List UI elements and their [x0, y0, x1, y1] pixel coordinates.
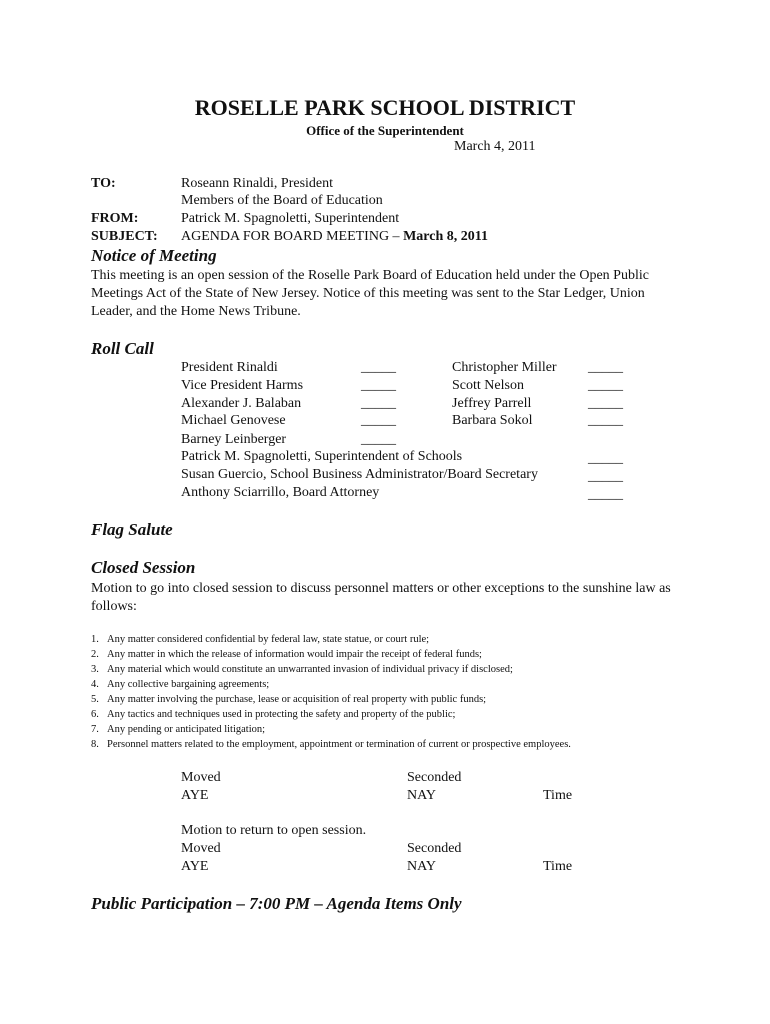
- to-line-2: Members of the Board of Education: [181, 193, 383, 208]
- attendance-blank: _____: [588, 396, 623, 411]
- closed-session-motion: Motion to go into closed session to discuss personnel matters or other exceptions to the sunshine law as follows:: [91, 581, 671, 614]
- public-participation-heading: Public Participation – 7:00 PM – Agenda Items Only: [91, 894, 462, 913]
- attendance-blank: _____: [588, 487, 623, 502]
- roll-call-staff: Susan Guercio, School Business Administrator/Board Secretary: [181, 467, 538, 482]
- list-item: 6. Any tactics and techniques used in protecting the safety and property of the public;: [91, 709, 456, 720]
- roll-call-member: Scott Nelson: [452, 378, 524, 393]
- seconded-label: Seconded: [407, 841, 462, 856]
- list-item: 5. Any matter involving the purchase, lease or acquisition of real property with public funds;: [91, 694, 487, 705]
- list-item: 7. Any pending or anticipated litigation;: [91, 724, 266, 735]
- roll-call-member: Christopher Miller: [452, 360, 557, 375]
- time-label: Time: [543, 788, 573, 803]
- to-line-1: Roseann Rinaldi, President: [181, 176, 334, 191]
- list-item: 1. Any matter considered confidential by federal law, state statue, or court rule;: [91, 634, 430, 645]
- nay-label: NAY: [407, 788, 437, 803]
- attendance-blank: _____: [361, 360, 396, 375]
- closed-session-heading: Closed Session: [91, 558, 196, 577]
- moved-label: Moved: [181, 841, 221, 856]
- from-label: FROM:: [91, 211, 139, 226]
- roll-call-heading: Roll Call: [91, 339, 154, 358]
- roll-call-member: Vice President Harms: [181, 378, 304, 393]
- roll-call-staff: Patrick M. Spagnoletti, Superintendent of Schools: [181, 449, 463, 464]
- roll-call-staff: Anthony Sciarrillo, Board Attorney: [181, 485, 380, 500]
- to-label: TO:: [91, 176, 116, 191]
- subject-date: March 8, 2011: [403, 229, 488, 244]
- roll-call-member: President Rinaldi: [181, 360, 278, 375]
- subject-label: SUBJECT:: [91, 229, 158, 244]
- flag-salute-heading: Flag Salute: [91, 520, 173, 539]
- attendance-blank: _____: [361, 378, 396, 393]
- attendance-blank: _____: [361, 432, 396, 447]
- roll-call-member: Jeffrey Parrell: [452, 396, 532, 411]
- list-item: 2. Any matter in which the release of information would impair the receipt of federal funds;: [91, 649, 482, 660]
- aye-label: AYE: [181, 859, 209, 874]
- aye-label: AYE: [181, 788, 209, 803]
- return-motion: Motion to return to open session.: [181, 823, 367, 838]
- subject-line: [181, 229, 488, 245]
- notice-heading: Notice of Meeting: [91, 246, 217, 265]
- roll-call-member: Michael Genovese: [181, 413, 286, 428]
- memo-date: March 4, 2011: [454, 139, 536, 154]
- roll-call-member: Alexander J. Balaban: [181, 396, 302, 411]
- attendance-blank: _____: [588, 360, 623, 375]
- from-value: Patrick M. Spagnoletti, Superintendent: [181, 211, 400, 226]
- exceptions-list: [91, 632, 571, 752]
- attendance-blank: _____: [588, 413, 623, 428]
- nay-label: NAY: [407, 859, 437, 874]
- district-title: ROSELLE PARK SCHOOL DISTRICT: [194, 95, 576, 120]
- subject-value: AGENDA FOR BOARD MEETING –: [181, 229, 400, 244]
- roll-call-member: Barney Leinberger: [181, 432, 287, 447]
- notice-text: This meeting is an open session of the Roselle Park Board of Education held under the Open Public Meetings Act of the State of New Jersey. Notice of this meeting was sent to the Star Ledger, Union Leader, and the Home News Tribune.: [91, 268, 649, 319]
- attendance-blank: _____: [588, 469, 623, 484]
- attendance-blank: _____: [588, 378, 623, 393]
- list-item: 8. Personnel matters related to the employment, appointment or termination of current or prospective employees.: [91, 739, 571, 750]
- office-subtitle: Office of the Superintendent: [306, 123, 464, 138]
- attendance-blank: _____: [588, 451, 623, 466]
- seconded-label: Seconded: [407, 770, 462, 785]
- list-item: 3. Any material which would constitute an unwarranted invasion of individual privacy if disclosed;: [91, 664, 513, 675]
- attendance-blank: _____: [361, 396, 396, 411]
- list-item: 4. Any collective bargaining agreements;: [91, 679, 270, 690]
- moved-label: Moved: [181, 770, 221, 785]
- time-label: Time: [543, 859, 573, 874]
- attendance-blank: _____: [361, 413, 396, 428]
- roll-call-member: Barbara Sokol: [452, 413, 533, 428]
